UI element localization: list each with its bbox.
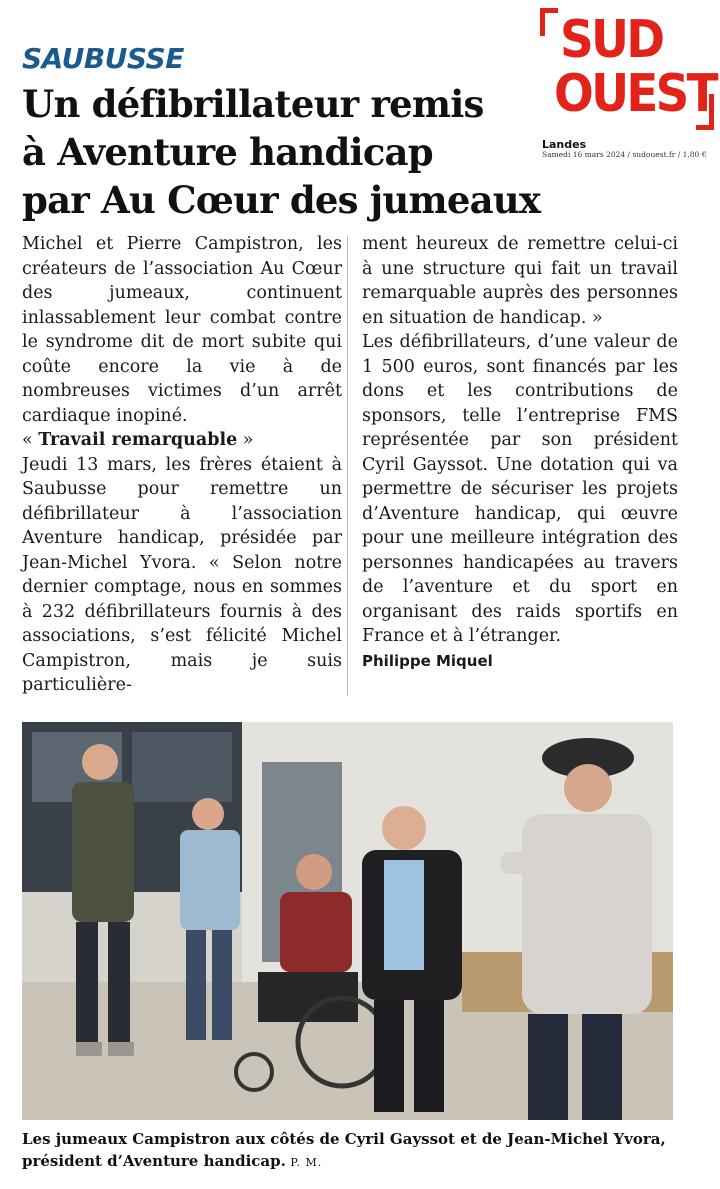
headline: [22, 80, 562, 224]
article-column-right: [362, 232, 678, 673]
article-signature: Philippe Miquel: [362, 651, 493, 670]
logo-word-sud: SUD: [560, 10, 663, 70]
logo-bracket-top-left: [540, 8, 558, 36]
article-body-left: Jeudi 13 mars, les frères étaient à Saubusse pour remettre un défibrillateur à l’association Aventure handicap, présidée par Jean-Michel Yvora. « Selon notre dernier comptage, nous en sommes à 232 défibrillateurs fournis à des associations, s’est félicité Michel Campistron, mais je suis particulière-: [22, 454, 342, 695]
logo-bracket-bottom-right: [696, 94, 714, 130]
article-subhead: [22, 428, 342, 453]
logo-word-ouest: OUEST: [554, 64, 716, 124]
caption-text: Les jumeaux Campistron aux côtés de Cyril Gayssot et de Jean-Michel Yvora, président d’Aventure handicap.: [22, 1130, 666, 1170]
sud-ouest-logo: [540, 6, 716, 136]
article-intro: Michel et Pierre Campistron, les créateurs de l’association Au Cœur des jumeaux, continuent inlassablement leur combat contre le syndrome dit de mort subite qui coûte encore la vie à de nombreuses victimes d’un arrêt cardiaque inopiné.: [22, 234, 342, 426]
caption-credit: P. M.: [285, 1156, 323, 1169]
article-photo: [22, 722, 673, 1120]
headline-line-1: Un défibrillateur remis: [22, 82, 484, 126]
dateline: Samedi 16 mars 2024 / sudouest.fr / 1,80 €: [542, 150, 707, 159]
headline-line-2: à Aventure handicap: [22, 130, 433, 174]
article-column-left: [22, 232, 342, 698]
photo-caption: [22, 1128, 682, 1174]
edition-label: Landes: [542, 138, 587, 151]
headline-line-3: par Au Cœur des jumeaux: [22, 178, 541, 222]
article-body-right-2: Les défibrillateurs, d’une valeur de 1 500 euros, sont financés par les dons et les contributions de sponsors, telle l’entreprise FMS représentée par son président Cyril Gayssot. Une dotation qui va permettre de sécuriser les projets d’Aventure handicap, qui œuvre pour une meilleure intégration des personnes handicapées au travers de l’aventure et du sport en organisant des raids sportifs en France et à l’étranger.: [362, 332, 678, 646]
column-divider: [347, 236, 348, 696]
photo-illustration: [22, 722, 673, 1120]
article-body-right-1: ment heureux de remettre celui-ci à une structure qui fait un travail remarquable auprès des personnes en situation de handicap. »: [362, 234, 678, 328]
subhead-quote-open: «: [22, 430, 39, 450]
subhead-text: Travail remarquable: [38, 430, 238, 450]
section-kicker: SAUBUSSE: [22, 42, 184, 75]
subhead-quote-close: »: [237, 430, 254, 450]
